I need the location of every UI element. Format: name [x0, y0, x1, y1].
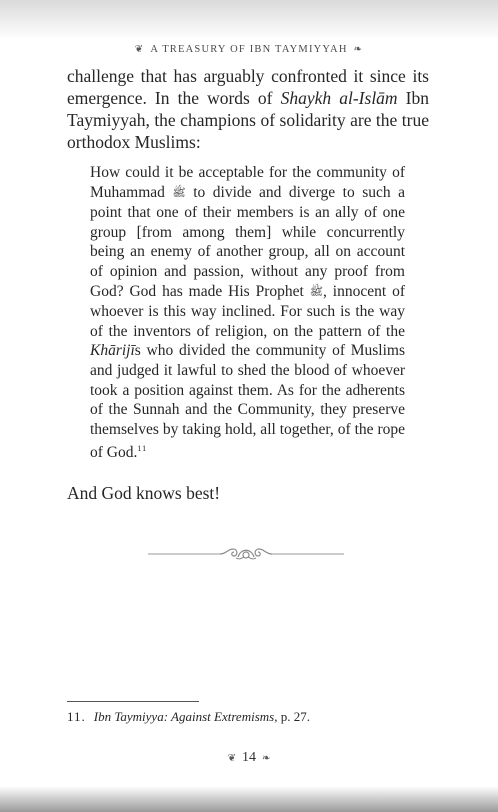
- page-top-shadow: [0, 0, 498, 40]
- quote-part-3: , innocent of whoever is this way inclined. For such is the way of the inventors of religion, on the pattern of the: [90, 282, 405, 340]
- honorific-glyph: ﷺ: [172, 186, 186, 199]
- fleuron-right-icon: ❧: [353, 44, 364, 55]
- honorific-glyph: ﷺ: [309, 285, 324, 298]
- italic-term: Khārijī: [90, 342, 135, 360]
- footnote-number: 11.: [67, 709, 86, 724]
- closing-line: And God knows best!: [67, 483, 221, 503]
- fleuron-left-icon: ❦: [134, 44, 145, 55]
- quote-part-1: How could it be acceptable for the community of Muhammad: [90, 164, 405, 201]
- quote-part-2: to divide and diverge to such a point that one of their members is an ally of one group [from among them] while concurrently being an enemy of another group, all on account of opinion and passion, without any proof from God? God has made His Prophet: [90, 183, 405, 300]
- running-head: [0, 44, 498, 55]
- running-head-title: A TREASURY OF IBN TAYMIYYAH: [150, 44, 348, 55]
- footnote-rest: , p. 27.: [274, 709, 310, 724]
- fleuron-left-icon: ❦: [227, 753, 236, 764]
- footnote-title: Ibn Taymiyya: Against Extremisms: [93, 709, 275, 724]
- footnote-separator: [67, 701, 199, 702]
- page-number-value: 14: [242, 750, 256, 765]
- body-text-part-1: challenge that has arguably confronted it since its emergence. In the words of: [67, 66, 429, 108]
- fleuron-right-icon: ❧: [262, 753, 271, 764]
- page-bottom-shadow: [0, 786, 498, 812]
- body-text-part-2: Ibn Taymiyyah, the champions of solidarity are the true orthodox Muslims:: [67, 88, 429, 152]
- page-number: [0, 750, 498, 766]
- block-quote: [90, 163, 405, 463]
- quote-part-4: s who divided the community of Muslims and judged it lawful to shed the blood of whoever took a position against them. As for the adherents of the Sunnah and the Community, they preserve themselves by taking hold, all together, of the rope of God.: [90, 342, 405, 462]
- italic-term: Shaykh al-Islām: [280, 88, 398, 108]
- footnote: [67, 709, 429, 725]
- footnote-reference[interactable]: 11: [137, 444, 148, 454]
- body-paragraph: [67, 65, 429, 153]
- scroll-divider-icon: [148, 545, 344, 563]
